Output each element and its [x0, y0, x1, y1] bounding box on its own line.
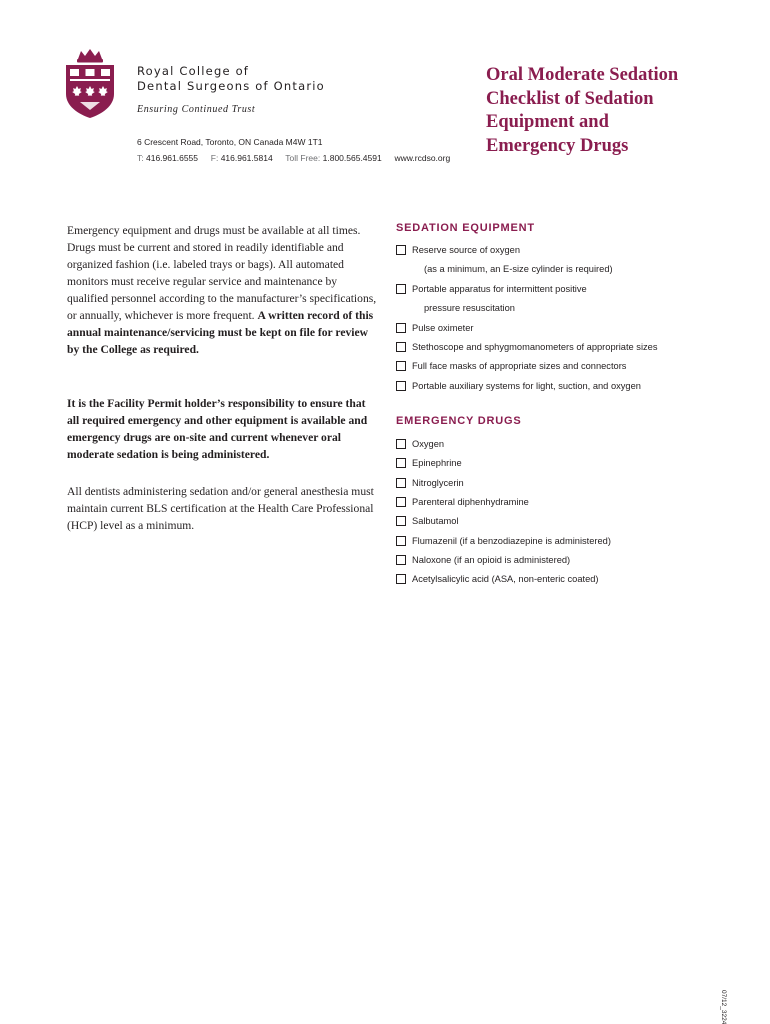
sedation-equipment-heading: SEDATION EQUIPMENT	[396, 222, 535, 234]
intro-paragraph-2: It is the Facility Permit holder’s responsibility to ensure that all required emergency and other equipment is available and emergency drugs are on-site and current whenever oral moderate sedation is being administered.	[67, 397, 368, 461]
title-line2: Checklist of Sedation	[486, 88, 654, 109]
drug-item-label: Nitroglycerin	[412, 477, 464, 488]
sedation-item-note: pressure resuscitation	[424, 303, 515, 313]
form-code: 07/12_3224	[720, 990, 727, 1024]
sedation-item-label: Portable auxiliary systems for light, suction, and oxygen	[412, 380, 641, 391]
sedation-item-label: Full face masks of appropriate sizes and connectors	[412, 360, 627, 371]
checkbox[interactable]	[396, 516, 406, 526]
org-name-line1: Royal College of	[137, 64, 250, 78]
drug-item-label: Salbutamol	[412, 515, 459, 526]
tollfree-label: Toll Free:	[285, 153, 321, 163]
checkbox[interactable]	[396, 555, 406, 565]
tagline: Ensuring Continued Trust	[137, 104, 256, 115]
address: 6 Crescent Road, Toronto, ON Canada M4W 1T1	[137, 137, 323, 147]
drug-item-label: Naloxone (if an opioid is administered)	[412, 554, 571, 565]
checkbox[interactable]	[396, 458, 406, 468]
drug-item-label: Acetylsalicylic acid (ASA, non-enteric coated)	[412, 573, 599, 584]
title-line4: Emergency Drugs	[486, 135, 629, 156]
sedation-item-label: Reserve source of oxygen	[412, 244, 521, 255]
drug-item-label: Epinephrine	[412, 457, 462, 468]
drug-item[interactable]	[396, 572, 599, 585]
organization-block	[137, 64, 325, 115]
drug-item-label: Parenteral diphenhydramine	[412, 496, 529, 507]
contact-line	[137, 153, 450, 163]
sedation-item[interactable]	[396, 321, 474, 334]
intro-paragraph-1	[67, 222, 379, 358]
checkbox[interactable]	[396, 284, 406, 294]
drug-item[interactable]	[396, 553, 570, 566]
drug-item[interactable]	[396, 437, 444, 450]
intro-paragraph-1-bold: A written record of this annual maintenance/servicing must be kept on file for review by the College as required.	[67, 309, 374, 356]
checkbox[interactable]	[396, 323, 406, 333]
title-line1: Oral Moderate Sedation	[486, 65, 679, 85]
checkbox[interactable]	[396, 497, 406, 507]
tollfree-number: 1.800.565.4591	[322, 153, 382, 163]
checkbox[interactable]	[396, 574, 406, 584]
drug-item-label: Oxygen	[412, 438, 445, 449]
drug-item-label: Flumazenil (if a benzodiazepine is administered)	[412, 535, 611, 546]
checkbox[interactable]	[396, 536, 406, 546]
sedation-item[interactable]	[396, 243, 520, 256]
checkbox[interactable]	[396, 245, 406, 255]
checkbox[interactable]	[396, 478, 406, 488]
sedation-item[interactable]	[396, 379, 641, 392]
sedation-item-label: Pulse oximeter	[412, 322, 474, 333]
org-name-line2: Dental Surgeons of Ontario	[137, 79, 325, 93]
checkbox[interactable]	[396, 342, 406, 352]
sedation-item-label: Portable apparatus for intermittent positive	[412, 283, 587, 294]
website-link[interactable]: www.rcdso.org	[394, 153, 451, 163]
fax-number: 416.961.5814	[220, 153, 273, 163]
intro-paragraph-3: All dentists administering sedation and/or general anesthesia must maintain current BLS certification at the Health Care Professional (HCP) level as a minimum.	[67, 485, 374, 532]
checkbox[interactable]	[396, 439, 406, 449]
document-title	[486, 64, 746, 158]
sedation-item[interactable]	[396, 359, 626, 372]
sedation-item[interactable]	[396, 340, 657, 353]
drug-item[interactable]	[396, 495, 529, 508]
sedation-item-note: (as a minimum, an E-size cylinder is required)	[424, 264, 613, 274]
phone-number: 416.961.6555	[146, 153, 198, 163]
phone-label: T:	[137, 153, 144, 163]
emergency-drugs-heading: EMERGENCY DRUGS	[396, 415, 522, 427]
title-line3: Equipment and	[486, 112, 609, 132]
college-crest-logo	[64, 48, 116, 120]
intro-text	[67, 222, 379, 532]
sedation-item-label: Stethoscope and sphygmomanometers of appropriate sizes	[412, 341, 658, 352]
fax-label: F:	[210, 153, 219, 163]
drug-item[interactable]	[396, 514, 459, 527]
drug-item[interactable]	[396, 456, 462, 469]
drug-item[interactable]	[396, 534, 611, 547]
drug-item[interactable]	[396, 476, 464, 489]
intro-paragraph-1-text: Emergency equipment and drugs must be available at all times. Drugs must be current and stored in readily identifiable and organized fashion (i.e. labeled trays or bags). All automated monitors must receive regular service and maintenance by qualified personnel according to the manufacturer’s specifications, or annually, whichever is more frequent.	[67, 224, 377, 322]
sedation-item[interactable]	[396, 282, 587, 295]
checkbox[interactable]	[396, 361, 406, 371]
checkbox[interactable]	[396, 381, 406, 391]
